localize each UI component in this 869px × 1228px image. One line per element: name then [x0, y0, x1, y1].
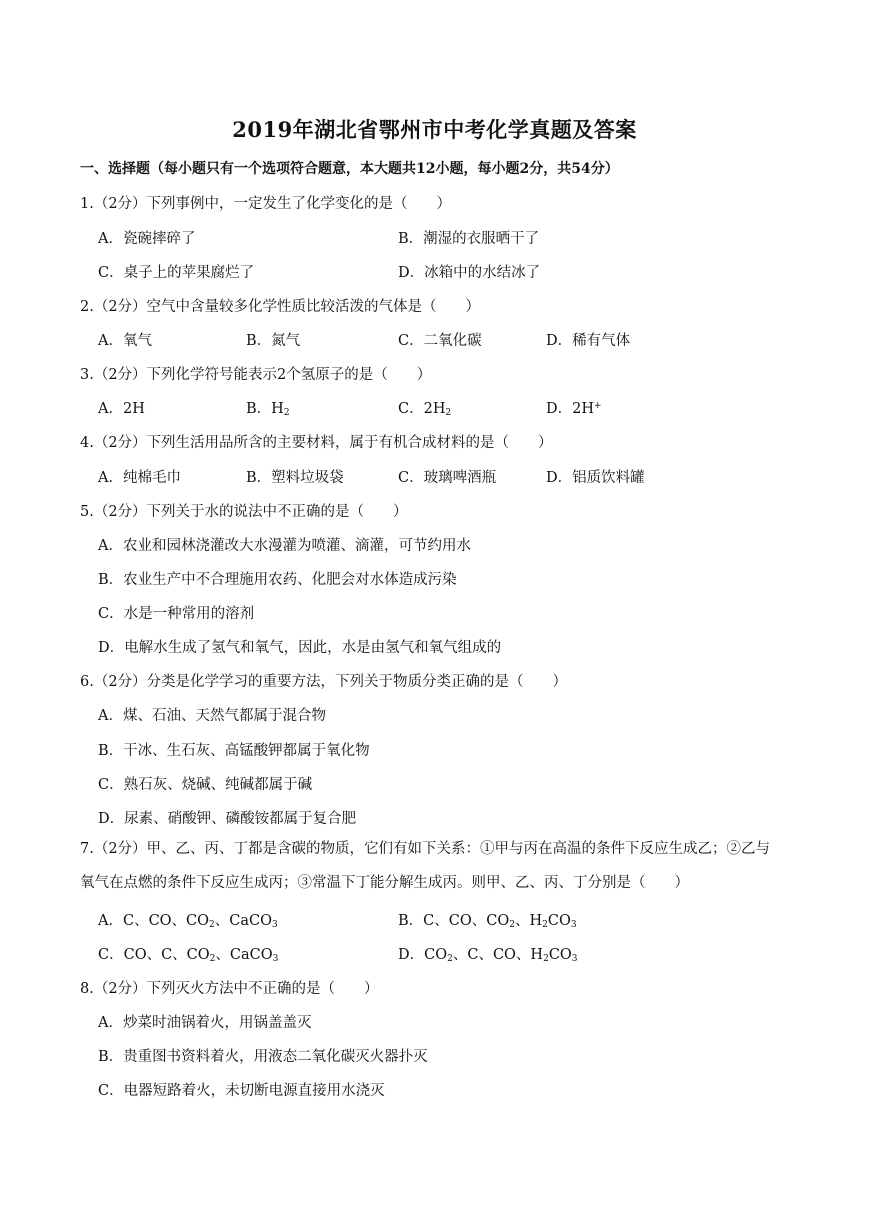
q4-option-d: D．铝质饮料罐 — [546, 470, 645, 486]
q5-option-d: D．电解水生成了氢气和氧气，因此，水是由氢气和氧气组成的 — [98, 640, 502, 656]
q3-option-b: B．$H_2$ — [246, 401, 290, 418]
q1-option-c: C．桌子上的苹果腐烂了 — [98, 265, 255, 281]
q7-option-b: B．C、CO、$CO_2$、$H_2CO_3$ — [398, 913, 577, 930]
q7-option-c: C．CO、C、$CO_2$、CaCO$_3$ — [98, 947, 279, 964]
q4-option-b: B．塑料垃圾袋 — [246, 470, 344, 486]
q3-option-a: A．2H — [98, 401, 145, 417]
q8-option-c: C．电器短路着火，未切断电源直接用水浇灭 — [98, 1083, 385, 1099]
q2-option-d: D．稀有气体 — [546, 333, 631, 349]
q7-option-d: D．$CO_2$、C、CO、$H_2CO_3$ — [398, 947, 578, 964]
q4-option-c: C．玻璃啤酒瓶 — [398, 470, 497, 486]
q6-option-c: C．熟石灰、烧碱、纯碱都属于碱 — [98, 777, 313, 793]
q7-option-a: A．C、CO、$CO_2$、CaCO$_3$ — [98, 913, 278, 930]
question-8-stem: 8.（2分）下列灭火方法中不正确的是（ ） — [80, 981, 379, 997]
q2-option-a: A．氧气 — [98, 333, 152, 349]
q2-option-c: C．二氧化碳 — [398, 333, 482, 349]
q4-option-a: A．纯棉毛巾 — [98, 470, 181, 486]
question-6-stem: 6.（2分）分类是化学学习的重要方法，下列关于物质分类正确的是（ ） — [80, 674, 568, 690]
q1-option-d: D．冰箱中的水结冰了 — [398, 265, 541, 281]
question-5-stem: 5.（2分）下列关于水的说法中不正确的是（ ） — [80, 504, 408, 520]
q6-option-d: D．尿素、硝酸钾、磷酸铵都属于复合肥 — [98, 811, 357, 827]
q8-option-b: B．贵重图书资料着火，用液态二氧化碳灭火器扑灭 — [98, 1049, 428, 1065]
q1-option-a: A．瓷碗摔碎了 — [98, 231, 196, 247]
page-title: 2019年湖北省鄂州市中考化学真题及答案 — [232, 117, 637, 142]
section-heading: 一、选择题（每小题只有一个选项符合题意，本大题共12小题，每小题2分，共54分） — [80, 161, 619, 177]
q5-option-b: B．农业生产中不合理施用农药、化肥会对水体造成污染 — [98, 572, 457, 588]
question-4-stem: 4.（2分）下列生活用品所含的主要材料，属于有机合成材料的是（ ） — [80, 435, 553, 451]
q6-option-b: B．干冰、生石灰、高锰酸钾都属于氧化物 — [98, 743, 370, 759]
q8-option-a: A．炒菜时油锅着火，用锅盖盖灭 — [98, 1015, 312, 1031]
q2-option-b: B．氮气 — [246, 333, 301, 349]
question-3-stem: 3.（2分）下列化学符号能表示2个氢原子的是（ ） — [80, 367, 432, 383]
q5-option-a: A．农业和园林浇灌改大水漫灌为喷灌、滴灌，可节约用水 — [98, 538, 471, 554]
q6-option-a: A．煤、石油、天然气都属于混合物 — [98, 708, 326, 724]
question-2-stem: 2.（2分）空气中含量较多化学性质比较活泼的气体是（ ） — [80, 299, 481, 315]
q3-option-d: D．2H+ — [546, 401, 602, 417]
q3-option-c: C．$2H_2$ — [398, 401, 452, 418]
question-7-stem: 7.（2分）甲、乙、丙、丁都是含碳的物质，它们有如下关系：①甲与丙在高温的条件下反应生成乙；②乙与氧气在点燃的条件下反应生成丙；③常温下丁能分解生成丙。则甲、乙、丙、丁分别是（ ） — [80, 841, 771, 891]
q5-option-c: C．水是一种常用的溶剂 — [98, 606, 255, 622]
q1-option-b: B．潮湿的衣服晒干了 — [398, 231, 540, 247]
question-1-stem: 1.（2分）下列事例中，一定发生了化学变化的是（ ） — [80, 196, 452, 212]
